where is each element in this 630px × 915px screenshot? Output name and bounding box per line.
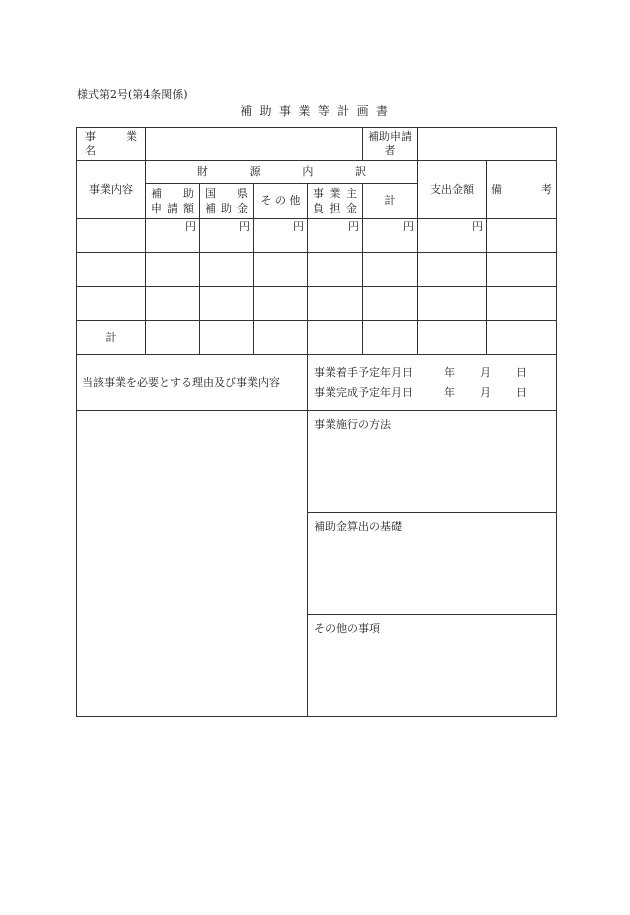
cell[interactable]: [146, 287, 200, 321]
yen-cell[interactable]: 円: [363, 219, 418, 253]
remarks-char-1: 備: [491, 182, 502, 196]
end-date-row: [314, 383, 552, 403]
cell[interactable]: [487, 321, 557, 355]
start-date-label: 事業着手予定年月日: [314, 366, 413, 379]
end-month-unit: 月: [480, 386, 491, 399]
total-row: [77, 321, 557, 355]
prefecture-subsidy-line-2: 補助金: [205, 202, 248, 215]
remarks-cell[interactable]: [487, 219, 557, 253]
reason-label: 当該事業を必要とする理由及び事業内容: [77, 355, 308, 411]
cell[interactable]: [200, 253, 254, 287]
row-content-cell[interactable]: [77, 219, 146, 253]
basis-section[interactable]: [308, 513, 557, 615]
project-name-field[interactable]: [146, 128, 363, 161]
other-matters-label: その他の事項: [314, 622, 380, 635]
cell[interactable]: [363, 253, 418, 287]
cell[interactable]: [254, 287, 308, 321]
funding-char-3: 内: [302, 165, 314, 178]
basis-label: 補助金算出の基礎: [314, 520, 402, 533]
document-title: 補 助 事 業 等 計 画 書: [240, 104, 390, 118]
yen-cell[interactable]: 円: [418, 219, 487, 253]
subsidy-request-line-1: 補 助: [151, 187, 194, 200]
remarks-label: [487, 161, 557, 219]
expenditure-label: 支出金額: [418, 161, 487, 219]
prefecture-subsidy-label: [200, 184, 254, 219]
applicant-label: 補助申請者: [363, 128, 418, 161]
table-row: [77, 219, 557, 253]
funding-char-2: 源: [249, 165, 261, 178]
other-label: そ の 他: [254, 184, 308, 219]
schedule-cell: [308, 355, 557, 411]
start-day-unit: 日: [516, 366, 527, 379]
cell[interactable]: [487, 253, 557, 287]
end-day-unit: 日: [516, 386, 527, 399]
cell[interactable]: [146, 253, 200, 287]
cell[interactable]: [200, 287, 254, 321]
cell[interactable]: [308, 287, 363, 321]
subsidy-request-line-2: 申請額: [151, 202, 194, 215]
cell[interactable]: [77, 253, 146, 287]
other-matters-section[interactable]: [308, 615, 557, 717]
table-row: [77, 253, 557, 287]
cell[interactable]: [418, 321, 487, 355]
owner-burden-line-2: 負担金: [313, 202, 357, 215]
yen-cell[interactable]: 円: [308, 219, 363, 253]
funding-char-4: 訳: [355, 165, 367, 178]
cell[interactable]: [363, 287, 418, 321]
cell[interactable]: [200, 321, 254, 355]
start-month-unit: 月: [480, 366, 491, 379]
form-number: 様式第2号(第4条関係): [77, 88, 188, 101]
remarks-char-2: 考: [541, 182, 552, 196]
subsidy-request-label: [146, 184, 200, 219]
cell[interactable]: [418, 253, 487, 287]
cell[interactable]: [308, 321, 363, 355]
yen-cell[interactable]: 円: [200, 219, 254, 253]
cell[interactable]: [487, 287, 557, 321]
table-row: [77, 287, 557, 321]
cell[interactable]: [308, 253, 363, 287]
project-content-label: 事業内容: [77, 161, 146, 219]
yen-cell[interactable]: 円: [146, 219, 200, 253]
method-label: 事業施行の方法: [314, 418, 391, 431]
funding-char-1: 財: [196, 165, 208, 178]
owner-burden-label: [308, 184, 363, 219]
method-section[interactable]: [308, 411, 557, 513]
cell[interactable]: [418, 287, 487, 321]
plan-table: [76, 127, 557, 717]
cell[interactable]: [254, 253, 308, 287]
project-name-label: 事 業 名: [77, 128, 146, 161]
end-date-label: 事業完成予定年月日: [314, 386, 413, 399]
funding-breakdown-header: [146, 161, 418, 184]
owner-burden-line-1: 事業主: [313, 187, 357, 200]
cell[interactable]: [363, 321, 418, 355]
start-year-unit: 年: [444, 366, 455, 379]
applicant-field[interactable]: [418, 128, 557, 161]
cell[interactable]: [146, 321, 200, 355]
start-date-row: [314, 363, 552, 383]
yen-cell[interactable]: 円: [254, 219, 308, 253]
subtotal-label: 計: [363, 184, 418, 219]
total-label: 計: [77, 321, 146, 355]
reason-content-field[interactable]: [77, 411, 308, 717]
cell[interactable]: [254, 321, 308, 355]
prefecture-subsidy-line-1: 国 県: [205, 187, 248, 200]
cell[interactable]: [77, 287, 146, 321]
end-year-unit: 年: [444, 386, 455, 399]
